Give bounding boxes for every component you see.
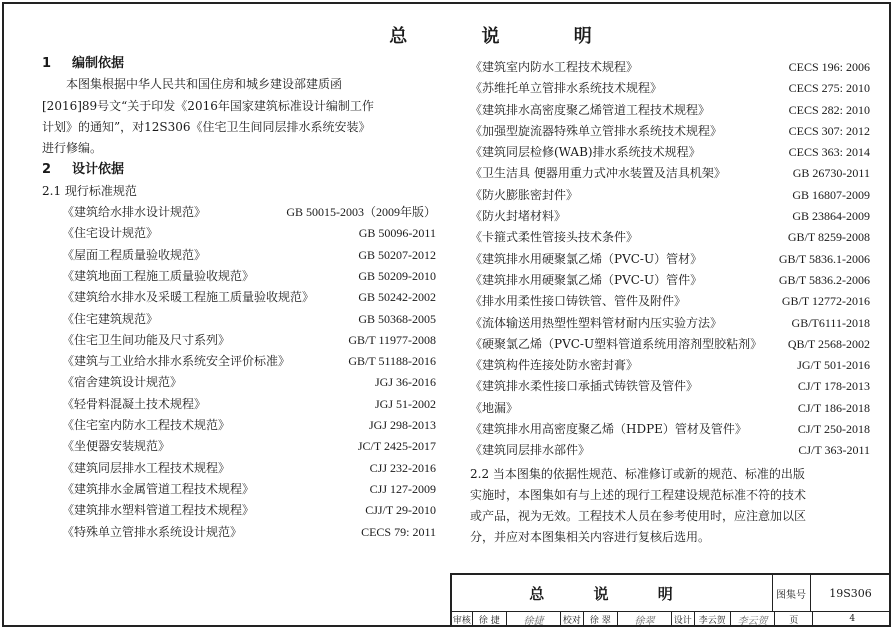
atlas-number-label: 图集号 bbox=[772, 575, 811, 611]
standard-code: GB/T 5836.1-2006 bbox=[778, 251, 870, 266]
design-signature: 李云贺 bbox=[731, 611, 775, 627]
title-block-row bbox=[452, 575, 891, 612]
design-label: 设计 bbox=[672, 611, 695, 627]
standard-name: 《宿舍建筑设计规范》 bbox=[62, 375, 183, 390]
review-signature: 徐捷 bbox=[507, 611, 561, 627]
standard-code: CECS 363: 2014 bbox=[788, 145, 870, 160]
standard-row bbox=[470, 249, 870, 270]
standard-row bbox=[470, 440, 870, 461]
section-2-title: 设计依据 bbox=[72, 162, 125, 178]
section-1-line: 进行修编。 bbox=[42, 141, 103, 156]
standard-row bbox=[42, 458, 442, 479]
standard-name: 《建筑排水塑料管道工程技术规程》 bbox=[62, 503, 255, 518]
standard-code: GB/T 51188-2016 bbox=[348, 354, 436, 369]
standard-row bbox=[470, 121, 870, 142]
standard-row bbox=[470, 206, 870, 227]
standard-code: GB 50368-2005 bbox=[358, 311, 436, 326]
page-label: 页 bbox=[775, 611, 813, 627]
section-1-number: 1 bbox=[42, 56, 52, 71]
standard-name: 《建筑构件连接处防水密封膏》 bbox=[470, 358, 639, 373]
standard-code: CJ/T 178-2013 bbox=[797, 379, 870, 394]
section-2-number: 2 bbox=[42, 162, 52, 178]
standard-code: CJ/T 363-2011 bbox=[798, 443, 870, 458]
standard-name: 《建筑室内防水工程技术规程》 bbox=[470, 60, 639, 74]
standard-name: 《建筑与工业给水排水系统安全评价标准》 bbox=[62, 354, 291, 369]
standard-code: CECS 196: 2006 bbox=[788, 60, 870, 74]
standard-name: 《住宅设计规范》 bbox=[62, 226, 159, 241]
standard-row bbox=[42, 415, 442, 436]
standard-name: 《卡箍式柔性管接头技术条件》 bbox=[470, 230, 639, 245]
standard-name: 《住宅建筑规范》 bbox=[62, 311, 159, 326]
right-column bbox=[470, 57, 870, 548]
standard-row bbox=[470, 100, 870, 121]
section-1-line: 本图集根据中华人民共和国住房和城乡建设部建质函 bbox=[66, 77, 343, 92]
standard-row bbox=[470, 355, 870, 376]
standard-code: GB/T 12772-2016 bbox=[781, 294, 870, 309]
standard-row bbox=[470, 419, 870, 440]
standard-row bbox=[470, 334, 870, 355]
standard-code: GB 50096-2011 bbox=[358, 226, 436, 241]
standard-name: 《住宅室内防水工程技术规范》 bbox=[62, 418, 231, 433]
standard-code: CJJ 127-2009 bbox=[369, 481, 436, 496]
standard-row bbox=[42, 330, 442, 351]
standard-row bbox=[42, 202, 442, 223]
standard-code: JGJ 51-2002 bbox=[374, 396, 436, 411]
review-name: 徐 捷 bbox=[473, 611, 507, 627]
standard-code: CJ/T 186-2018 bbox=[797, 400, 870, 415]
standard-name: 《防火膨胀密封件》 bbox=[470, 187, 579, 202]
page-title: 总 说 明 bbox=[389, 26, 626, 47]
section-2-1-heading: 2.1 现行标准规范 bbox=[42, 183, 137, 198]
standard-name: 《建筑给水排水设计规范》 bbox=[62, 205, 207, 220]
standard-row bbox=[42, 394, 442, 415]
standard-row bbox=[42, 287, 442, 308]
left-column bbox=[42, 53, 442, 543]
standard-row bbox=[470, 142, 870, 163]
standard-name: 《防火封堵材料》 bbox=[470, 209, 567, 224]
signature-row bbox=[452, 611, 891, 627]
standard-code: JGJ 298-2013 bbox=[368, 418, 436, 433]
standard-name: 《轻骨料混凝土技术规程》 bbox=[62, 396, 207, 411]
standard-row bbox=[42, 372, 442, 393]
standard-row bbox=[470, 163, 870, 184]
standard-name: 《地漏》 bbox=[470, 400, 519, 415]
standard-name: 《建筑同层检修(WAB)排水系统技术规程》 bbox=[470, 145, 701, 160]
standard-row bbox=[470, 227, 870, 248]
standard-code: CECS 275: 2010 bbox=[788, 81, 870, 96]
atlas-number: 19S306 bbox=[829, 586, 872, 600]
standard-code: JGJ 36-2016 bbox=[374, 375, 436, 390]
review-label: 审核 bbox=[452, 611, 473, 627]
standard-row bbox=[470, 270, 870, 291]
standard-name: 《建筑排水用高密度聚乙烯（HDPE）管材及管件》 bbox=[470, 422, 747, 437]
standard-code: GB 26730-2011 bbox=[792, 166, 870, 181]
standard-code: CECS 79: 2011 bbox=[361, 524, 436, 539]
standard-row bbox=[42, 479, 442, 500]
standard-code: GB 50015-2003（2009年版） bbox=[286, 205, 436, 220]
standard-code: JG/T 501-2016 bbox=[797, 358, 870, 373]
standard-code: GB/T6111-2018 bbox=[791, 315, 870, 330]
check-label: 校对 bbox=[561, 611, 584, 627]
standard-code: GB 50242-2002 bbox=[358, 290, 436, 305]
standard-code: CECS 282: 2010 bbox=[788, 102, 870, 117]
note-line: 或产品，视为无效。工程技术人员在参考使用时，应注意加以区 bbox=[470, 508, 807, 523]
standard-name: 《卫生洁具 便器用重力式冲水装置及洁具机架》 bbox=[470, 166, 726, 181]
standard-row bbox=[42, 245, 442, 266]
section-1-heading bbox=[42, 53, 442, 74]
standard-row bbox=[470, 291, 870, 312]
standard-code: GB/T 5836.2-2006 bbox=[778, 272, 870, 287]
standard-name: 《建筑给水排水及采暖工程施工质量验收规范》 bbox=[62, 290, 315, 305]
standard-name: 《建筑同层排水部件》 bbox=[470, 443, 591, 458]
design-name: 李云贺 bbox=[695, 611, 731, 627]
standard-code: GB 16807-2009 bbox=[792, 187, 870, 202]
standard-name: 《屋面工程质量验收规范》 bbox=[62, 247, 207, 262]
standard-code: CJJ 232-2016 bbox=[369, 460, 436, 475]
standard-row bbox=[470, 57, 870, 78]
standard-row bbox=[470, 185, 870, 206]
section-2-heading bbox=[42, 159, 442, 180]
standard-code: QB/T 2568-2002 bbox=[787, 336, 870, 351]
standard-code: CJ/T 250-2018 bbox=[797, 422, 870, 437]
title-block bbox=[450, 573, 891, 627]
note-line: 2.2 当本图集的依据性规范、标准修订或新的规范、标准的出版 bbox=[470, 466, 805, 481]
section-2-2-note bbox=[470, 464, 870, 548]
standard-name: 《加强型旋流器特殊单立管排水系统技术规程》 bbox=[470, 123, 723, 138]
standard-code: GB/T 11977-2008 bbox=[348, 332, 436, 347]
section-1-title: 编制依据 bbox=[72, 56, 125, 71]
standard-name: 《排水用柔性接口铸铁管、管件及附件》 bbox=[470, 294, 687, 309]
standard-name: 《苏维托单立管排水系统技术规程》 bbox=[470, 81, 663, 96]
standard-code: CECS 307: 2012 bbox=[788, 123, 870, 138]
standard-name: 《流体输送用热塑性塑料管材耐内压实验方法》 bbox=[470, 315, 723, 330]
note-line: 实施时，本图集如有与上述的现行工程建设规范标准不符的技术 bbox=[470, 487, 807, 502]
standard-name: 《坐便器安装规范》 bbox=[62, 439, 171, 454]
standard-row bbox=[42, 309, 442, 330]
right-standards-list bbox=[470, 57, 870, 462]
standard-row bbox=[42, 266, 442, 287]
standard-row bbox=[470, 78, 870, 99]
standard-code: GB 23864-2009 bbox=[792, 209, 870, 224]
standard-row bbox=[470, 376, 870, 397]
standard-name: 《建筑排水用硬聚氯乙烯（PVC-U）管件》 bbox=[470, 272, 703, 287]
standard-row bbox=[42, 223, 442, 244]
standard-name: 《建筑地面工程施工质量验收规范》 bbox=[62, 268, 255, 283]
standard-row bbox=[42, 522, 442, 543]
standard-row bbox=[42, 500, 442, 521]
standard-code: GB 50207-2012 bbox=[358, 247, 436, 262]
standard-row bbox=[470, 398, 870, 419]
standard-code: GB 50209-2010 bbox=[358, 268, 436, 283]
standard-row bbox=[42, 436, 442, 457]
page-number: 4 bbox=[849, 614, 856, 624]
standard-row bbox=[470, 313, 870, 334]
standard-name: 《特殊单立管排水系统设计规范》 bbox=[62, 524, 243, 539]
left-standards-list bbox=[42, 202, 442, 543]
check-signature: 徐翠 bbox=[618, 611, 672, 627]
standard-name: 《建筑排水柔性接口承插式铸铁管及管件》 bbox=[470, 379, 699, 394]
standard-code: JC/T 2425-2017 bbox=[357, 439, 436, 454]
check-name: 徐 翠 bbox=[584, 611, 618, 627]
standard-name: 《建筑排水金属管道工程技术规程》 bbox=[62, 481, 255, 496]
standard-code: GB/T 8259-2008 bbox=[787, 230, 870, 245]
section-1-line: 计划》的通知”，对12S306《住宅卫生间同层排水系统安装》 bbox=[42, 119, 371, 134]
section-1-line: [2016]89号文“关于印发《2016年国家建筑标准设计编制工作 bbox=[42, 98, 374, 113]
standard-name: 《建筑排水高密度聚乙烯管道工程技术规程》 bbox=[470, 102, 711, 117]
standard-name: 《建筑同层排水工程技术规程》 bbox=[62, 460, 231, 475]
standard-name: 《建筑排水用硬聚氯乙烯（PVC-U）管材》 bbox=[470, 251, 703, 266]
note-line: 分，并应对本图集相关内容进行复核后选用。 bbox=[470, 529, 711, 544]
title-block-title: 总 说 明 bbox=[452, 575, 773, 611]
standard-row bbox=[42, 351, 442, 372]
standard-name: 《住宅卫生间功能及尺寸系列》 bbox=[62, 332, 231, 347]
standard-name: 《硬聚氯乙烯（PVC-U塑料管道系统用溶剂型胶粘剂》 bbox=[470, 336, 763, 351]
standard-code: CJJ/T 29-2010 bbox=[365, 503, 436, 518]
